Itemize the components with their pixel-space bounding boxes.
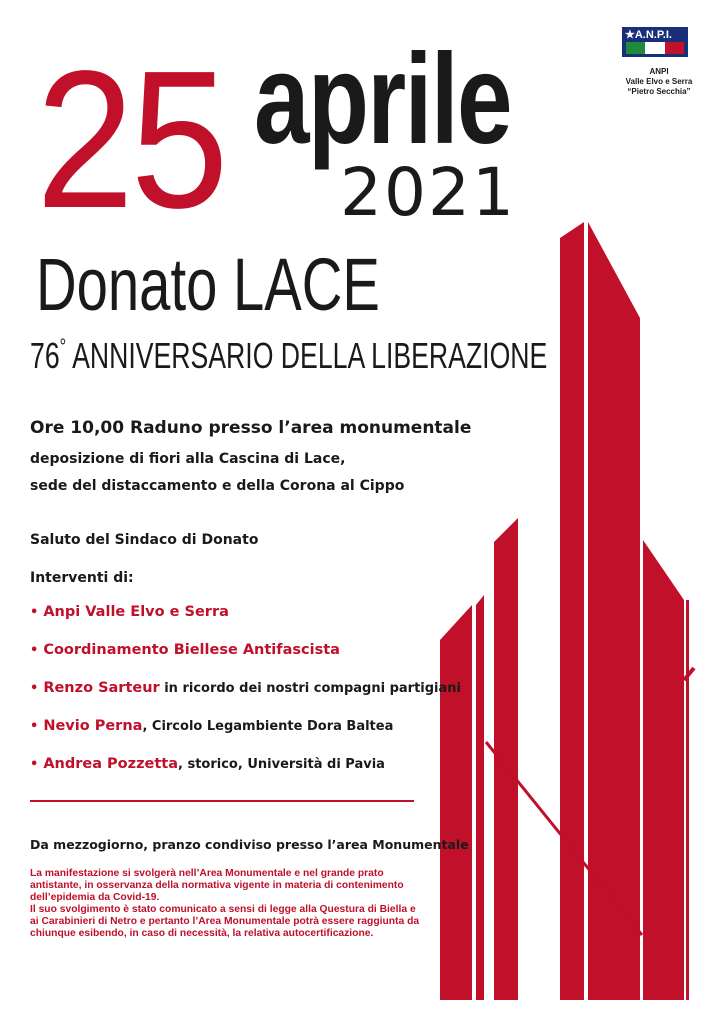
- speaker-item: [30, 756, 385, 772]
- bullet-icon: •: [30, 605, 39, 620]
- bullet-icon: •: [30, 643, 39, 658]
- speaker-item: [30, 718, 393, 734]
- program-gathering: Ore 10,00 Raduno presso l’area monumentale: [30, 418, 472, 438]
- italian-flag-icon: [626, 42, 684, 54]
- bullet-icon: •: [30, 719, 39, 734]
- program-mayor-greeting: Saluto del Sindaco di Donato: [30, 532, 259, 548]
- program-speakers-heading: Interventi di:: [30, 570, 134, 586]
- anpi-badge: [622, 27, 688, 57]
- program-crown: sede del distaccamento e della Corona al Cippo: [30, 478, 405, 494]
- speaker-name: Renzo Sarteur: [43, 680, 160, 696]
- bullet-icon: •: [30, 757, 39, 772]
- monument-mid-blade: [494, 518, 518, 1000]
- monument-inner-blade: [560, 222, 584, 1000]
- speaker-name: Andrea Pozzetta: [43, 756, 179, 772]
- speaker-name: Anpi Valle Elvo e Serra: [43, 604, 229, 620]
- anpi-caption: [614, 67, 704, 97]
- covid-notes: [30, 868, 420, 940]
- monument-left-blade-a: [440, 605, 472, 1000]
- speaker-item: [30, 680, 461, 696]
- anpi-badge-text: ★A.N.P.I.: [625, 29, 672, 41]
- speaker-item: [30, 642, 340, 658]
- anpi-logo: [622, 27, 696, 57]
- anniversary-text: ANNIVERSARIO DELLA LIBERAZIONE: [72, 335, 548, 376]
- anniversary-degree: °: [59, 334, 67, 359]
- monument-right-blade: [643, 540, 684, 1000]
- lunch-notice: Da mezzogiorno, pranzo condiviso presso l’area Monumentale: [30, 837, 469, 852]
- speaker-detail: in ricordo dei nostri compagni partigiani: [159, 681, 461, 696]
- speaker-name: Nevio Perna: [43, 718, 143, 734]
- section-divider: [30, 800, 414, 802]
- speaker-detail: , Circolo Legambiente Dora Baltea: [142, 719, 394, 734]
- anniversary-number: 76: [30, 335, 60, 376]
- speaker-name: Coordinamento Biellese Antifascista: [43, 642, 340, 658]
- anpi-name: ANPI: [649, 67, 669, 76]
- speaker-item: [30, 604, 229, 620]
- bullet-icon: •: [30, 681, 39, 696]
- covid-note-authorization: Il suo svolgimento è stato comunicato a sensi di legge alla Questura di Biella e ai Carabinieri di Netro e pertanto l’Area Monumentale potrà essere raggiunta da chiunque esibendo, in caso di necessità, la relativa autocertificazione.: [30, 904, 420, 939]
- program-flowers: deposizione di fiori alla Cascina di Lace,: [30, 451, 346, 467]
- anniversary-title: [30, 336, 547, 374]
- anpi-dedication: “Pietro Secchia”: [627, 87, 691, 96]
- date-year: 2021: [340, 154, 516, 231]
- anpi-section: Valle Elvo e Serra: [625, 77, 693, 86]
- event-place: Donato LACE: [36, 243, 380, 326]
- speaker-detail: , storico, Università di Pavia: [178, 757, 385, 772]
- monument-left-blade-b: [476, 595, 484, 1000]
- date-month: aprile: [254, 28, 512, 171]
- monument-tall-blade: [588, 222, 640, 1000]
- monument-right-edge: [686, 600, 689, 1000]
- covid-note-compliance: La manifestazione si svolgerà nell’Area Monumentale e nel grande prato antistante, in osservanza della normativa vigente in materia di contenimento dell’epidemia da Covid-19.: [30, 868, 404, 903]
- date-day: 25: [36, 30, 226, 249]
